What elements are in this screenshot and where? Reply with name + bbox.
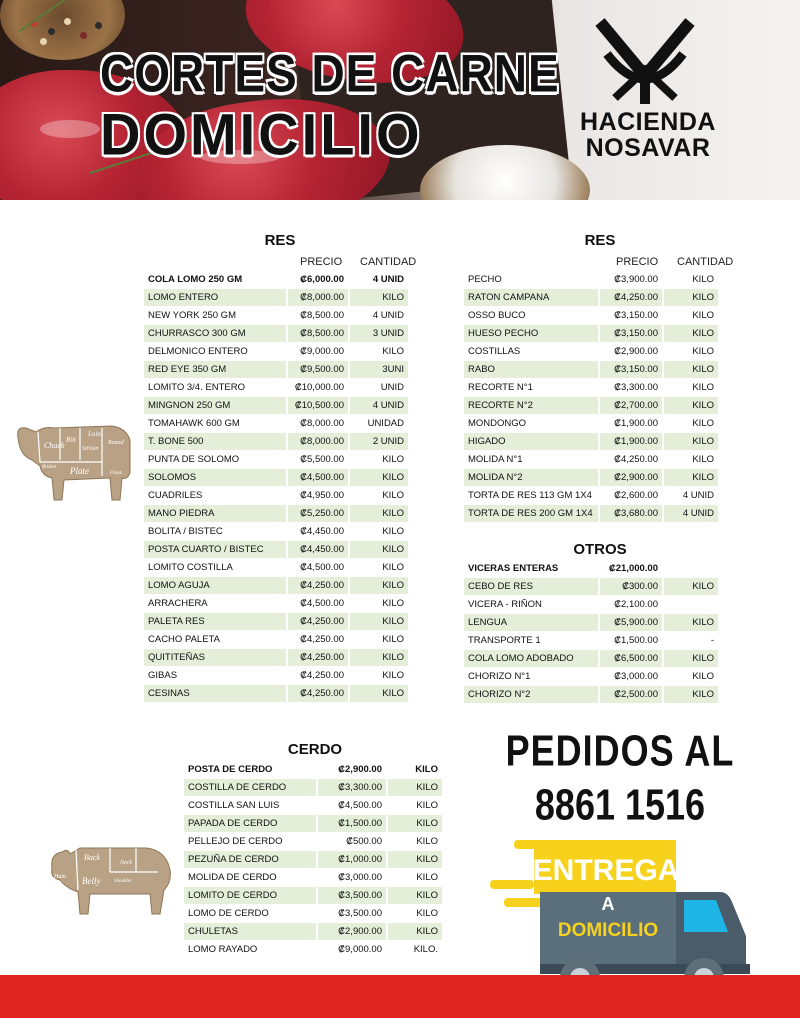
table-row [464,469,720,487]
item-price: ₡2,100.00 [600,596,664,614]
item-quantity: KILO [664,614,720,632]
cerdo-title: CERDO [287,741,343,758]
table-row [464,451,720,469]
item-name: TORTA DE RES 113 GM 1X4 [464,487,600,505]
item-quantity: 3 UNID [350,325,410,343]
item-name: QUITITEÑAS [144,649,288,667]
table-row [464,379,720,397]
item-quantity: KILO. [388,941,444,959]
res-left-col-cantidad: CANTIDAD [360,256,417,268]
item-name: LOMO ENTERO [144,289,288,307]
item-quantity: KILO [664,668,720,686]
item-quantity: KILO [350,541,410,559]
item-quantity: UNID [350,379,410,397]
item-quantity: KILO [350,469,410,487]
cow-label: Loin [88,430,101,438]
table-row [464,397,720,415]
item-price: ₡3,150.00 [600,361,664,379]
item-quantity: KILO [350,289,410,307]
item-quantity: 4 UNID [664,487,720,505]
item-name: LOMITO DE CERDO [184,887,318,905]
item-quantity: KILO [388,815,444,833]
item-price: ₡4,500.00 [318,797,388,815]
item-quantity: KILO [388,833,444,851]
item-price: ₡500.00 [318,833,388,851]
item-price: ₡8,500.00 [288,307,350,325]
item-name: RECORTE N°2 [464,397,600,415]
item-name: GIBAS [144,667,288,685]
item-price: ₡3,300.00 [318,779,388,797]
item-quantity: 4 UNID [350,307,410,325]
pig-label: Belly [82,876,101,886]
item-quantity: KILO [388,761,444,779]
item-price: ₡5,900.00 [600,614,664,632]
brand-line2: NOSAVAR [585,134,711,162]
truck-text-line3: DOMICILIO [557,920,659,941]
item-price: ₡2,600.00 [600,487,664,505]
item-price: ₡8,000.00 [288,289,350,307]
item-quantity: KILO [350,613,410,631]
item-quantity: KILO [664,433,720,451]
item-name: TOMAHAWK 600 GM [144,415,288,433]
table-row [144,577,410,595]
item-name: RATON CAMPANA [464,289,600,307]
item-price: ₡3,150.00 [600,325,664,343]
table-row [144,469,410,487]
table-row [464,361,720,379]
cow-label: Flank [110,471,122,476]
item-name: RABO [464,361,600,379]
res-left-title: RES [264,232,296,249]
cow-label: Brisket [42,465,57,470]
cow-label: Plate [70,466,89,476]
item-name: POSTA DE CERDO [184,761,318,779]
item-price: ₡8,000.00 [288,433,350,451]
item-name: CHORIZO N°2 [464,686,600,704]
item-quantity: KILO [350,577,410,595]
item-name: COLA LOMO ADOBADO [464,650,600,668]
item-price: ₡8,000.00 [288,415,350,433]
table-row [144,271,410,289]
item-quantity: KILO [664,469,720,487]
item-quantity [664,560,720,578]
table-row [464,433,720,451]
item-quantity: KILO [664,325,720,343]
item-name: HUESO PECHO [464,325,600,343]
item-name: VICERA - RIÑON [464,596,600,614]
item-quantity: KILO [664,686,720,704]
item-name: PEZUÑA DE CERDO [184,851,318,869]
table-row [184,779,444,797]
item-price: ₡21,000.00 [600,560,664,578]
table-row [464,560,720,578]
table-row [464,614,720,632]
item-name: CHURRASCO 300 GM [144,325,288,343]
item-price: ₡3,500.00 [318,905,388,923]
item-price: ₡3,000.00 [600,668,664,686]
pig-label: Shoulder [114,879,133,884]
item-name: PECHO [464,271,600,289]
item-price: ₡4,950.00 [288,487,350,505]
item-quantity: KILO [350,595,410,613]
otros-table [464,560,720,704]
item-price: ₡4,500.00 [288,469,350,487]
res-right-table [464,271,720,523]
pedidos-label: PEDIDOS AL [505,725,735,775]
item-price: ₡4,450.00 [288,523,350,541]
item-price: ₡2,700.00 [600,397,664,415]
table-row [464,271,720,289]
hacienda-logo-icon [585,14,705,109]
item-name: BOLITA / BISTEC [144,523,288,541]
item-quantity: KILO [350,685,410,703]
otros-title: OTROS [573,541,627,558]
item-quantity: 4 UNID [664,505,720,523]
item-quantity: KILO [350,343,410,361]
item-price: ₡6,500.00 [600,650,664,668]
item-quantity: 2 UNID [350,433,410,451]
table-row [184,833,444,851]
item-name: CEBO DE RES [464,578,600,596]
item-name: OSSO BUCO [464,307,600,325]
item-name: CHULETAS [184,923,318,941]
item-price: ₡4,450.00 [288,541,350,559]
pig-label: Back [84,853,100,862]
table-row [144,613,410,631]
title-line1: CORTES DE CARNE [100,43,560,103]
table-row [144,595,410,613]
item-name: LOMO DE CERDO [184,905,318,923]
table-row [464,343,720,361]
item-name: MOLIDA DE CERDO [184,869,318,887]
item-quantity: KILO [664,289,720,307]
item-price: ₡4,250.00 [288,613,350,631]
item-quantity: KILO [388,905,444,923]
item-price: ₡2,900.00 [600,343,664,361]
table-row [464,325,720,343]
item-price: ₡4,250.00 [288,649,350,667]
table-row [184,923,444,941]
item-price: ₡10,500.00 [288,397,350,415]
item-name: PELLEJO DE CERDO [184,833,318,851]
item-name: TORTA DE RES 200 GM 1X4 [464,505,600,523]
item-name: COSTILLA SAN LUIS [184,797,318,815]
table-row [144,559,410,577]
item-name: CHORIZO N°1 [464,668,600,686]
table-row [464,289,720,307]
item-quantity: KILO [350,559,410,577]
item-name: COLA LOMO 250 GM [144,271,288,289]
item-price: ₡3,900.00 [600,271,664,289]
item-quantity: KILO [664,307,720,325]
item-price: ₡4,250.00 [288,667,350,685]
table-row [144,649,410,667]
table-row [464,505,720,523]
table-row [464,650,720,668]
item-quantity: KILO [664,650,720,668]
table-row [144,487,410,505]
table-row [464,632,720,650]
item-name: MONDONGO [464,415,600,433]
brand-line1: HACIENDA [580,108,716,136]
item-quantity: KILO [664,343,720,361]
cow-label: Sirloin [82,446,99,452]
item-quantity: KILO [388,851,444,869]
item-name: MINGNON 250 GM [144,397,288,415]
item-quantity: KILO [664,361,720,379]
truck-text-line1: ENTREGA [532,854,680,887]
table-row [144,523,410,541]
table-row [184,941,444,959]
truck-text-line2: A [601,894,615,914]
item-quantity: KILO [350,505,410,523]
item-quantity: KILO [350,523,410,541]
item-price: ₡4,250.00 [288,631,350,649]
item-name: T. BONE 500 [144,433,288,451]
item-price: ₡3,000.00 [318,869,388,887]
item-name: HIGADO [464,433,600,451]
item-price: ₡4,500.00 [288,595,350,613]
table-row [144,451,410,469]
table-row [144,667,410,685]
item-quantity: KILO [388,923,444,941]
item-price: ₡1,900.00 [600,433,664,451]
table-row [144,505,410,523]
table-row [144,631,410,649]
res-left-table [144,271,410,703]
table-row [144,541,410,559]
item-quantity [664,596,720,614]
item-quantity: KILO [388,869,444,887]
table-row [144,307,410,325]
item-quantity: KILO [664,451,720,469]
res-right-col-cantidad: CANTIDAD [677,256,734,268]
item-quantity: KILO [388,887,444,905]
table-row [144,415,410,433]
header-banner [0,0,800,200]
table-row [184,869,444,887]
item-price: ₡4,250.00 [288,685,350,703]
item-quantity: 3UNI [350,361,410,379]
table-row [144,685,410,703]
item-price: ₡4,250.00 [600,451,664,469]
item-price: ₡3,150.00 [600,307,664,325]
item-quantity: KILO [664,397,720,415]
item-price: ₡4,250.00 [288,577,350,595]
item-price: ₡2,900.00 [318,761,388,779]
item-quantity: KILO [388,779,444,797]
item-quantity: - [664,632,720,650]
item-name: CESINAS [144,685,288,703]
item-price: ₡1,500.00 [318,815,388,833]
table-row [184,851,444,869]
item-name: POSTA CUARTO / BISTEC [144,541,288,559]
item-quantity: KILO [664,271,720,289]
cow-cuts-diagram-icon [14,416,134,502]
order-phone-block [505,725,735,829]
phone-number[interactable]: 8861 1516 [534,779,706,829]
item-name: MANO PIEDRA [144,505,288,523]
item-name: LENGUA [464,614,600,632]
item-price: ₡5,250.00 [288,505,350,523]
table-row [144,343,410,361]
item-quantity: KILO [350,649,410,667]
cow-label: Round [108,440,124,446]
pig-label: Ham [54,874,66,880]
table-row [464,578,720,596]
item-quantity: KILO [350,451,410,469]
table-row [144,379,410,397]
table-row [184,887,444,905]
item-name: PALETA RES [144,613,288,631]
cerdo-table [184,761,444,959]
item-price: ₡3,300.00 [600,379,664,397]
item-name: LOMITO 3/4. ENTERO [144,379,288,397]
table-row [184,797,444,815]
item-price: ₡3,680.00 [600,505,664,523]
item-quantity: KILO [664,379,720,397]
item-price: ₡2,500.00 [600,686,664,704]
item-name: ARRACHERA [144,595,288,613]
item-price: ₡2,900.00 [600,469,664,487]
item-name: CACHO PALETA [144,631,288,649]
item-quantity: KILO [388,797,444,815]
item-name: TRANSPORTE 1 [464,632,600,650]
item-quantity: KILO [350,667,410,685]
item-name: MOLIDA N°2 [464,469,600,487]
item-price: ₡5,500.00 [288,451,350,469]
table-row [144,325,410,343]
item-price: ₡8,500.00 [288,325,350,343]
table-row [184,905,444,923]
item-name: RECORTE N°1 [464,379,600,397]
item-name: SOLOMOS [144,469,288,487]
table-row [464,307,720,325]
item-price: ₡9,000.00 [318,941,388,959]
item-price: ₡1,500.00 [600,632,664,650]
item-name: NEW YORK 250 GM [144,307,288,325]
item-price: ₡9,000.00 [288,343,350,361]
item-quantity: KILO [350,487,410,505]
item-quantity: 4 UNID [350,397,410,415]
table-row [464,596,720,614]
item-price: ₡9,500.00 [288,361,350,379]
table-row [144,433,410,451]
item-price: ₡10,000.00 [288,379,350,397]
title-line2: DOMICILIO [100,101,423,168]
table-row [144,397,410,415]
table-row [464,668,720,686]
table-row [184,761,444,779]
item-name: VICERAS ENTERAS [464,560,600,578]
item-name: MOLIDA N°1 [464,451,600,469]
item-quantity: 4 UNID [350,271,410,289]
cow-label: Rib [66,436,76,444]
table-row [464,487,720,505]
item-quantity: UNIDAD [350,415,410,433]
res-right-col-precio: PRECIO [616,256,659,268]
item-price: ₡300.00 [600,578,664,596]
item-name: PAPADA DE CERDO [184,815,318,833]
item-price: ₡2,900.00 [318,923,388,941]
item-quantity: KILO [664,415,720,433]
cow-label: Chuck [44,441,65,450]
item-price: ₡4,500.00 [288,559,350,577]
item-name: COSTILLAS [464,343,600,361]
item-name: LOMITO COSTILLA [144,559,288,577]
item-name: DELMONICO ENTERO [144,343,288,361]
item-price: ₡6,000.00 [288,271,350,289]
item-name: LOMO AGUJA [144,577,288,595]
item-name: LOMO RAYADO [184,941,318,959]
res-right-title: RES [584,232,616,249]
item-name: RED EYE 350 GM [144,361,288,379]
pig-label: Neck [120,860,132,866]
item-price: ₡1,000.00 [318,851,388,869]
item-price: ₡1,900.00 [600,415,664,433]
item-quantity: KILO [664,578,720,596]
item-price: ₡3,500.00 [318,887,388,905]
item-price: ₡4,250.00 [600,289,664,307]
item-name: CUADRILES [144,487,288,505]
item-name: PUNTA DE SOLOMO [144,451,288,469]
table-row [464,415,720,433]
table-row [464,686,720,704]
res-left-col-precio: PRECIO [300,256,343,268]
table-row [144,289,410,307]
table-row [184,815,444,833]
item-quantity: KILO [350,631,410,649]
table-row [144,361,410,379]
pig-cuts-diagram-icon [46,842,174,918]
bottom-red-bar [0,975,800,1018]
item-name: COSTILLA DE CERDO [184,779,318,797]
